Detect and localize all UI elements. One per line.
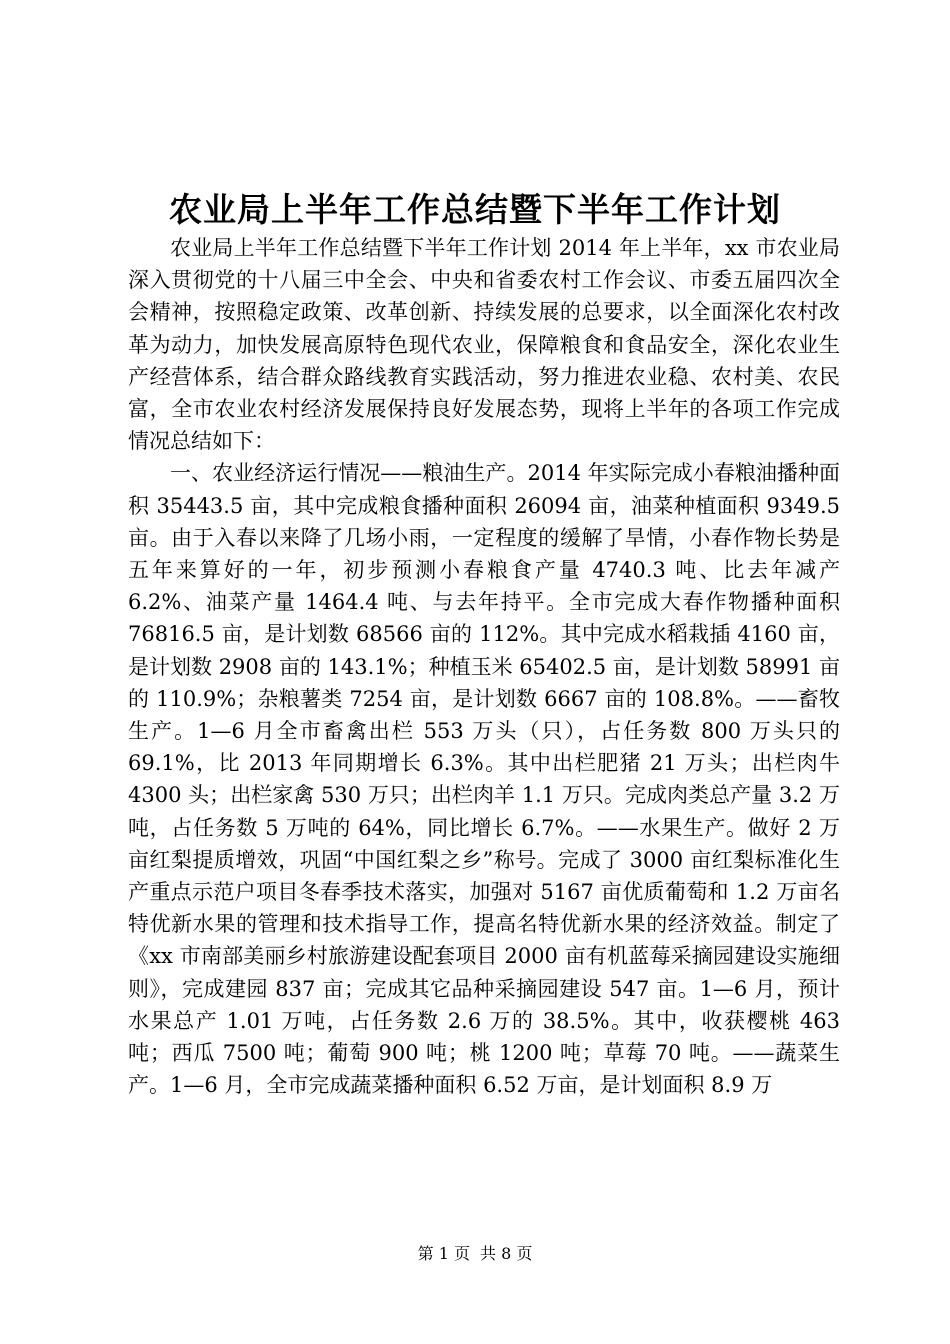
body-paragraph-section-1: 一、农业经济运行情况——粮油生产。2014 年实际完成小春粮油播种面积 35443.5 亩，其中完成粮食播种面积 26094 亩，油菜种植面积 9349.5 亩。由于入春以来降了几场小雨，一定程度的缓解了旱情，小春作物长势是五年来算好的一年，初步预测小春粮食产量 4740.3 吨、比去年减产 6.2%、油菜产量 1464.4 吨、与去年持平。全市完成大春作物播种面积 76816.5 亩，是计划数 68566 亩的 112%。其中完成水稻栽插 4160 亩，是计划数 2908 亩的 143.1%；种植玉米 65402.5 亩，是计划数 58991 亩的 110.9%；杂粮薯类 7254 亩，是计划数 6667 亩的 108.8%。——畜牧生产。1—6 月全市畜禽出栏 553 万头（只），占任务数 800 万头只的 69.1%，比 2013 年同期增长 6.3%。其中出栏肥猪 21 万头；出栏肉牛 4300 头；出栏家禽 530 万只；出栏肉羊 1.1 万只。完成肉类总产量 3.2 万吨，占任务数 5 万吨的 64%，同比增长 6.7%。——水果生产。做好 2 万亩红梨提质增效，巩固“中国红梨之乡”称号。完成了 3000 亩红梨标准化生产重点示范户项目冬春季技术落实，加强对 5167 亩优质葡萄和 1.2 万亩名特优新水果的管理和技术指导工作，提高名特优新水果的经济效益。制定了《xx 市南部美丽乡村旅游建设配套项目 2000 亩有机蓝莓采摘园建设实施细则》，完成建园 837 亩；完成其它品种采摘园建设 547 亩。1—6 月，预计水果总产 1.01 万吨，占任务数 2.6 万的 38.5%。其中，收获樱桃 463 吨；西瓜 7500 吨；葡萄 900 吨；桃 1200 吨；草莓 70 吨。——蔬菜生产。1—6 月，全市完成蔬菜播种面积 6.52 万亩，是计划面积 8.9 万 xyxy=(128,461,840,1098)
document-body xyxy=(128,232,840,1101)
page-number: 第 1 页 xyxy=(417,1244,470,1263)
body-paragraph-intro: 农业局上半年工作总结暨下半年工作计划 2014 年上半年，xx 市农业局深入贯彻党的十八届三中全会、中央和省委农村工作会议、市委五届四次全会精神，按照稳定政策、改革创新、持续发展的总要求，以全面深化农村改革为动力，加快发展高原特色现代农业，保障粮食和食品安全，深化农业生产经营体系，结合群众路线教育实践活动，努力推进农业稳、农村美、农民富，全市农业农村经济发展保持良好发展态势，现将上半年的各项工作完成情况总结如下： xyxy=(128,236,840,454)
page-footer xyxy=(0,1244,950,1264)
page-total: 共 8 页 xyxy=(480,1244,533,1263)
page-title: 农业局上半年工作总结暨下半年工作计划 xyxy=(169,190,781,229)
